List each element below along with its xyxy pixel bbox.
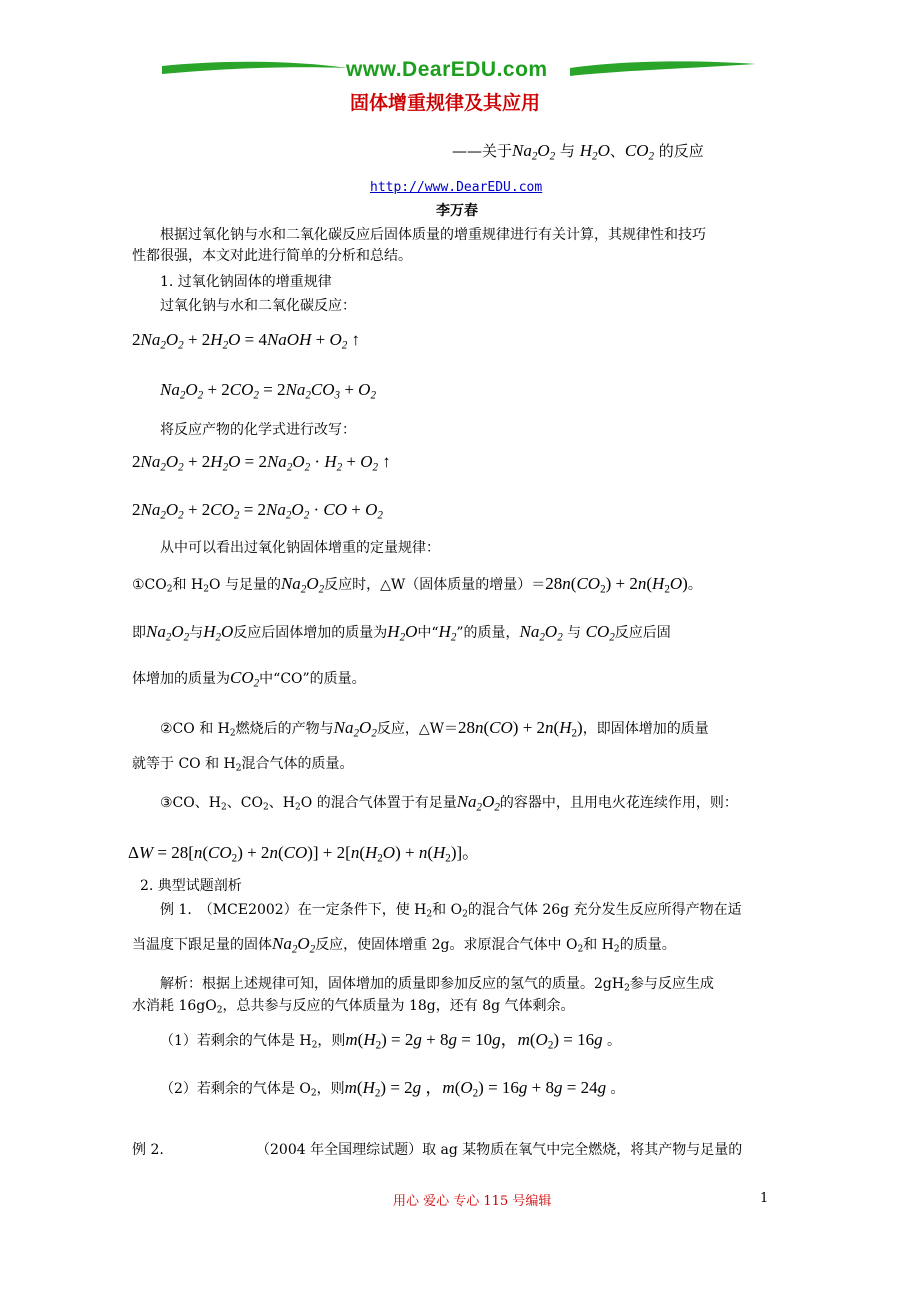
rule-2: ②CO 和 $H_2$燃烧后的产物与$Na_2O_2$反应，△W＝28n(CO) + $2n(H_2)$，即固体增加的质量	[160, 718, 709, 740]
rule-1: $①CO_2$和 $H_2O$ 与足量的$Na_2O_2$反应时，△W（固体质量的增量）$=28n(CO_2) + 2n(H_2O)$。	[132, 574, 702, 596]
equation-3: $2Na_2O_2 + 2H_2O = 2Na_2O_2 \cdot H_2 + O_2$ ↑	[132, 452, 391, 474]
footer-text: 用心 爱心 专心 115 号编辑	[393, 1194, 552, 1209]
equation-4: $2Na_2O_2 + 2CO_2 = 2Na_2O_2$ · CO + $O_2$	[132, 500, 383, 522]
example-2-label: 例 2.	[132, 1142, 164, 1158]
equation-1: $2Na_2O_2 + 2H_2O$ = 4NaOH + $O_2$ ↑	[132, 330, 361, 352]
rewrite-label: 将反应产物的化学式进行改写：	[160, 422, 356, 438]
subtitle: ——关于$Na_2O_2$ 与 $H_2O$、$CO_2$ 的反应	[452, 141, 704, 163]
rule-1-note-line-1: 即$Na_2O_2$与$H_2O$反应后固体增加的质量为$H_2O$中“$H_2$”的质量，$Na_2O_2$ 与 $CO_2$反应后固	[132, 622, 671, 644]
equation-5: $\Delta W = 28[n(CO_2) + 2n(CO)] + 2[n(H_2O) + n(H_2)]$。	[128, 843, 480, 865]
intro-line-2: 性都很强，本文对此进行简单的分析和总结。	[132, 248, 412, 264]
source-link[interactable]: http://www.DearEDU.com	[370, 180, 543, 195]
case-1: （1）若剩余的气体是 $H_2$，则$m(H_2) = 2g + 8g = 10g$，$m(O_2) = 16g$ 。	[160, 1030, 622, 1052]
rule-2-line-2: 就等于 CO 和 $H_2$混合气体的质量。	[132, 756, 354, 774]
section-2-heading: 2. 典型试题剖析	[140, 878, 242, 894]
section-1-subheading: 过氧化钠与水和二氧化碳反应：	[160, 298, 356, 314]
example-1-line-1: 例 1. （MCE2002）在一定条件下，使 $H_2$和 $O_2$的混合气体 26g 充分发生反应所得产物在适	[160, 902, 742, 920]
page-number: 1	[760, 1191, 769, 1206]
example-1-line-2: 当温度下跟足量的固体$Na_2O_2$反应，使固体增重 2g。求原混合气体中 $O_2$和 $H_2$的质量。	[132, 934, 676, 956]
banner-swoosh-right	[568, 56, 758, 80]
example-2-text: （2004 年全国理综试题）取 ag 某物质在氧气中完全燃烧，将其产物与足量的	[256, 1142, 743, 1158]
case-2: （2）若剩余的气体是 $O_2$，则$m(H_2) = 2g$ ，$m(O_2) = 16g + 8g = 24g$ 。	[160, 1078, 625, 1100]
author-name: 李万春	[436, 203, 478, 219]
site-title: www.DearEDU.com	[346, 58, 548, 81]
intro-line-1: 根据过氧化钠与水和二氧化碳反应后固体质量的增重规律进行有关计算，其规律性和技巧	[160, 227, 706, 243]
banner-swoosh-left	[160, 56, 350, 80]
conclusion-label: 从中可以看出过氧化钠固体增重的定量规律：	[160, 540, 440, 556]
analysis-line-2: 水消耗 $16gO_2$，总共参与反应的气体质量为 18g，还有 8g 气体剩余。	[132, 998, 575, 1016]
equation-2: $Na_2O_2 + 2CO_2 = 2Na_2CO_3 + O_2$	[160, 380, 376, 402]
rule-3: ③CO、$H_2$、$CO_2$、$H_2O$ 的混合气体置于有足量$Na_2O_2$的容器中，且用电火花连续作用，则：	[160, 792, 738, 814]
page-title: 固体增重规律及其应用	[350, 92, 541, 114]
section-1-heading: 1. 过氧化钠固体的增重规律	[160, 274, 332, 290]
analysis-line-1: 解析：根据上述规律可知，固体增加的质量即参加反应的氢气的质量。$2gH_2$参与反应生成	[160, 976, 714, 994]
rule-1-note-line-2: 体增加的质量为$CO_2$中“CO”的质量。	[132, 668, 366, 690]
